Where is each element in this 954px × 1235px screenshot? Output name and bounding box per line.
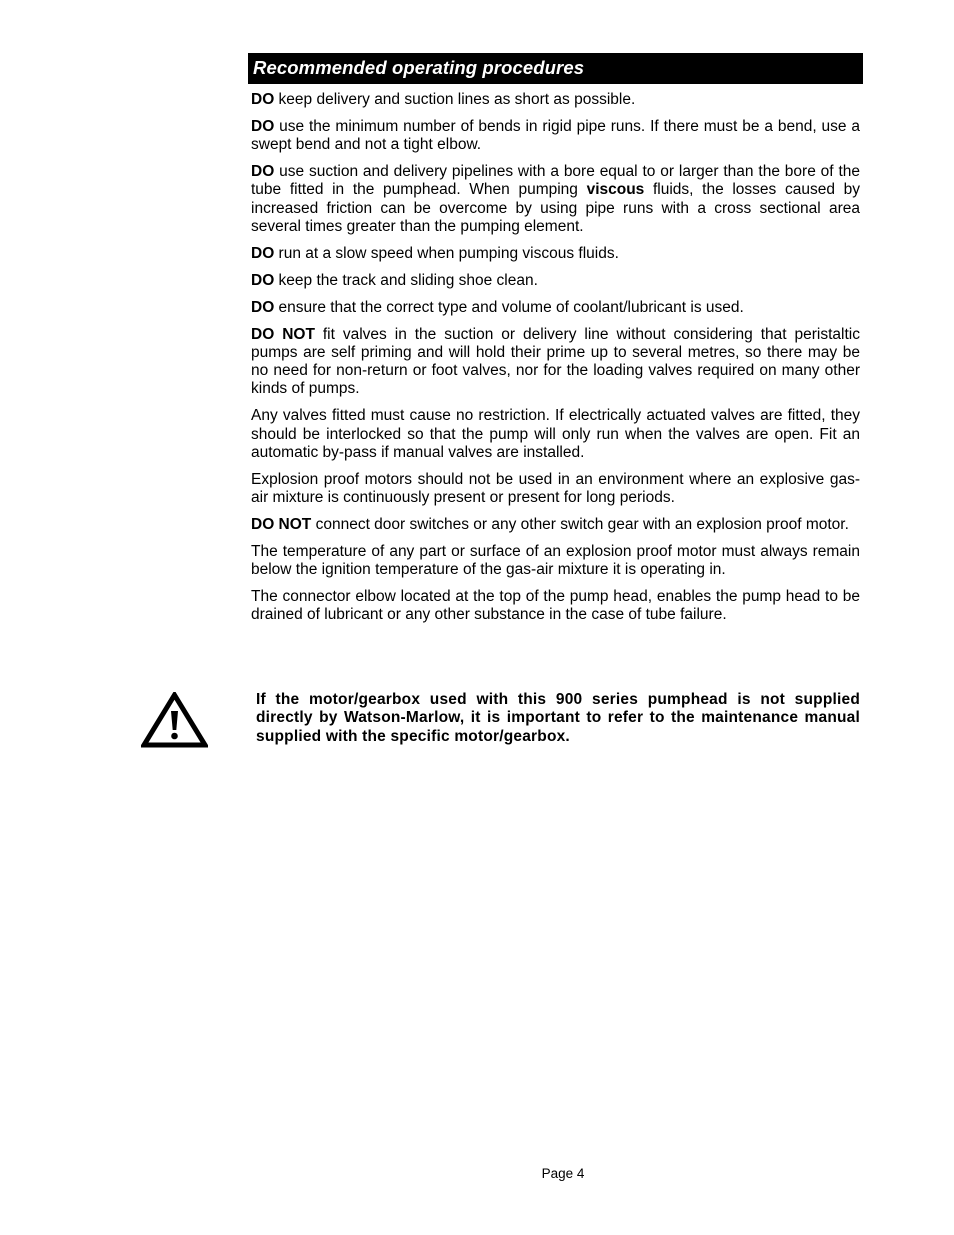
paragraph-text: fit valves in the suction or delivery line without considering that peristaltic pumps are self priming and will hold their prime up to several metres, so there may be no need for non-return or foot valves, nor for the loading valves required on many other kinds of pumps. [251, 325, 860, 398]
paragraph-text: ensure that the correct type and volume of coolant/lubricant is used. [274, 298, 744, 316]
paragraph [251, 471, 860, 508]
keyword: DO [251, 298, 275, 316]
keyword: DO [251, 163, 275, 181]
paragraph [251, 163, 860, 236]
paragraph [251, 516, 860, 534]
paragraph [251, 272, 860, 290]
paragraph [251, 118, 860, 155]
paragraph-text: keep delivery and suction lines as short as possible. [274, 91, 636, 108]
procedures-list [251, 91, 860, 633]
keyword-viscous: viscous [586, 181, 645, 199]
paragraph [251, 543, 860, 580]
paragraph [251, 91, 860, 109]
paragraph-text: connect door switches or any other switch gear with an explosion proof motor. [311, 515, 849, 533]
paragraph-text: Explosion proof motors should not be used in an environment where an explosive gas-air mixture is continuously present or present for long periods. [251, 470, 860, 507]
paragraph-text: Any valves fitted must cause no restriction. If electrically actuated valves are fitted, they should be interlocked so that the pump will only run when the valves are open. Fit an automatic by-pass if manual valves are installed. [251, 407, 860, 461]
paragraph [251, 407, 860, 462]
paragraph-text: The temperature of any part or surface of an explosion proof motor must always remain below the ignition temperature of the gas-air mixture it is operating in. [251, 542, 860, 579]
paragraph-text: use suction and delivery pipelines with a bore equal to or larger than the bore of the tube fitted in the pumphead. When pumping [251, 163, 860, 199]
keyword: DO [251, 271, 275, 289]
keyword: DO [251, 91, 275, 108]
paragraph [251, 326, 860, 399]
keyword: DO [251, 117, 275, 135]
paragraph-text: fluids, the losses caused by increased friction can be overcome by using pipe runs with a cross sectional area several times greater than the pumping element. [251, 181, 860, 235]
page-number: Page 4 [541, 1166, 585, 1181]
paragraph-text: The connector elbow located at the top of the pump head, enables the pump head to be drained of lubricant or any other substance in the case of tube failure. [251, 588, 860, 624]
paragraph [251, 245, 860, 263]
paragraph-text: use the minimum number of bends in rigid pipe runs. If there must be a bend, use a swept bend and not a tight elbow. [251, 117, 860, 154]
keyword: DO [251, 244, 275, 262]
paragraph [251, 299, 860, 317]
paragraph-text: keep the track and sliding shoe clean. [274, 271, 538, 289]
paragraph [251, 588, 860, 625]
warning-notice: If the motor/gearbox used with this 900 series pumphead is not supplied directly by Watson-Marlow, it is important to refer to the maintenance manual supplied with the specific motor/gearbox. [256, 691, 860, 745]
keyword: DO NOT [251, 325, 315, 343]
section-title: Recommended operating procedures [248, 53, 863, 84]
paragraph-text: run at a slow speed when pumping viscous fluids. [274, 244, 619, 262]
warning-triangle-icon [141, 692, 208, 748]
keyword: DO NOT [251, 515, 312, 533]
